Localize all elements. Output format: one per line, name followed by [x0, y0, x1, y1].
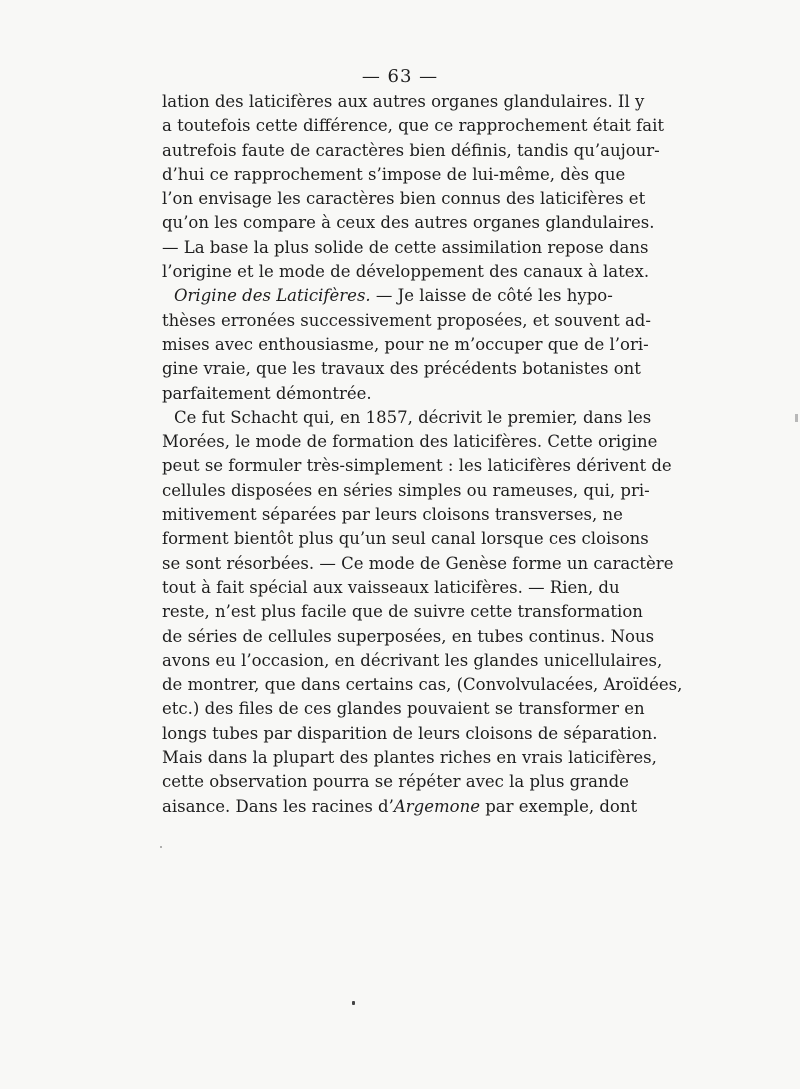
- text-line: reste, n’est plus facile que de suivre cette transformation: [162, 602, 643, 622]
- text-line: Morées, le mode de formation des laticifères. Cette origine: [162, 432, 658, 452]
- text-line: parfaitement démontrée.: [162, 383, 372, 403]
- text-line: longs tubes par disparition de leurs cloisons de séparation.: [162, 723, 658, 743]
- text-line: d’hui ce rapprochement s’impose de lui-même, dès que: [162, 164, 626, 184]
- section-heading-line: [162, 284, 612, 308]
- text-line: gine vraie, que les travaux des précédents botanistes ont: [162, 359, 641, 379]
- text-line: cellules disposées en séries simples ou rameuses, qui, pri-: [162, 480, 650, 500]
- page-number: — 63 —: [361, 66, 439, 87]
- text-line: — La base la plus solide de cette assimilation repose dans: [162, 237, 649, 257]
- text-line: autrefois faute de caractères bien définis, tandis qu’aujour-: [162, 140, 660, 160]
- body-text: [162, 90, 683, 819]
- text-line: qu’on les compare à ceux des autres organes glandulaires.: [162, 213, 655, 233]
- print-speck: [160, 846, 162, 848]
- text-line: tout à fait spécial aux vaisseaux laticifères. — Rien, du: [162, 577, 620, 597]
- text-line: se sont résorbées. — Ce mode de Genèse forme un caractère: [162, 553, 674, 573]
- genus-name: Argemone: [393, 796, 480, 816]
- section-heading: Origine des Laticifères.: [174, 286, 371, 306]
- text-line: l’on envisage les caractères bien connus des laticifères et: [162, 189, 646, 209]
- text-line: de montrer, que dans certains cas, (Convolvulacées, Aroïdées,: [162, 675, 683, 695]
- text-line: Mais dans la plupart des plantes riches en vrais laticifères,: [162, 748, 657, 768]
- text-line: etc.) des files de ces glandes pouvaient se transformer en: [162, 699, 645, 719]
- text-segment: par exemple, dont: [479, 796, 638, 816]
- text-line: l’origine et le mode de développement des canaux à latex.: [162, 262, 650, 282]
- page-edge-mark: [795, 414, 798, 422]
- text-line: Ce fut Schacht qui, en 1857, décrivit le premier, dans les: [174, 407, 652, 427]
- text-line: mitivement séparées par leurs cloisons transverses, ne: [162, 505, 623, 525]
- print-speck: [352, 1001, 355, 1005]
- text-line: peut se formuler très-simplement : les laticifères dérivent de: [162, 456, 672, 476]
- text-line: cette observation pourra se répéter avec la plus grande: [162, 772, 629, 792]
- text-line: [162, 795, 638, 819]
- text-segment: — Je laisse de côté les hypo-: [370, 286, 613, 306]
- text-line: mises avec enthousiasme, pour ne m’occuper que de l’ori-: [162, 334, 649, 354]
- text-line: de séries de cellules superposées, en tubes continus. Nous: [162, 626, 655, 646]
- text-segment: aisance. Dans les racines d’: [162, 796, 394, 816]
- text-line: a toutefois cette différence, que ce rapprochement était fait: [162, 116, 664, 136]
- text-line: avons eu l’occasion, en décrivant les glandes unicellulaires,: [162, 650, 663, 670]
- text-line: thèses erronées successivement proposées, et souvent ad-: [162, 310, 651, 330]
- text-line: forment bientôt plus qu’un seul canal lorsque ces cloisons: [162, 529, 649, 549]
- text-line: lation des laticifères aux autres organes glandulaires. Il y: [162, 92, 645, 111]
